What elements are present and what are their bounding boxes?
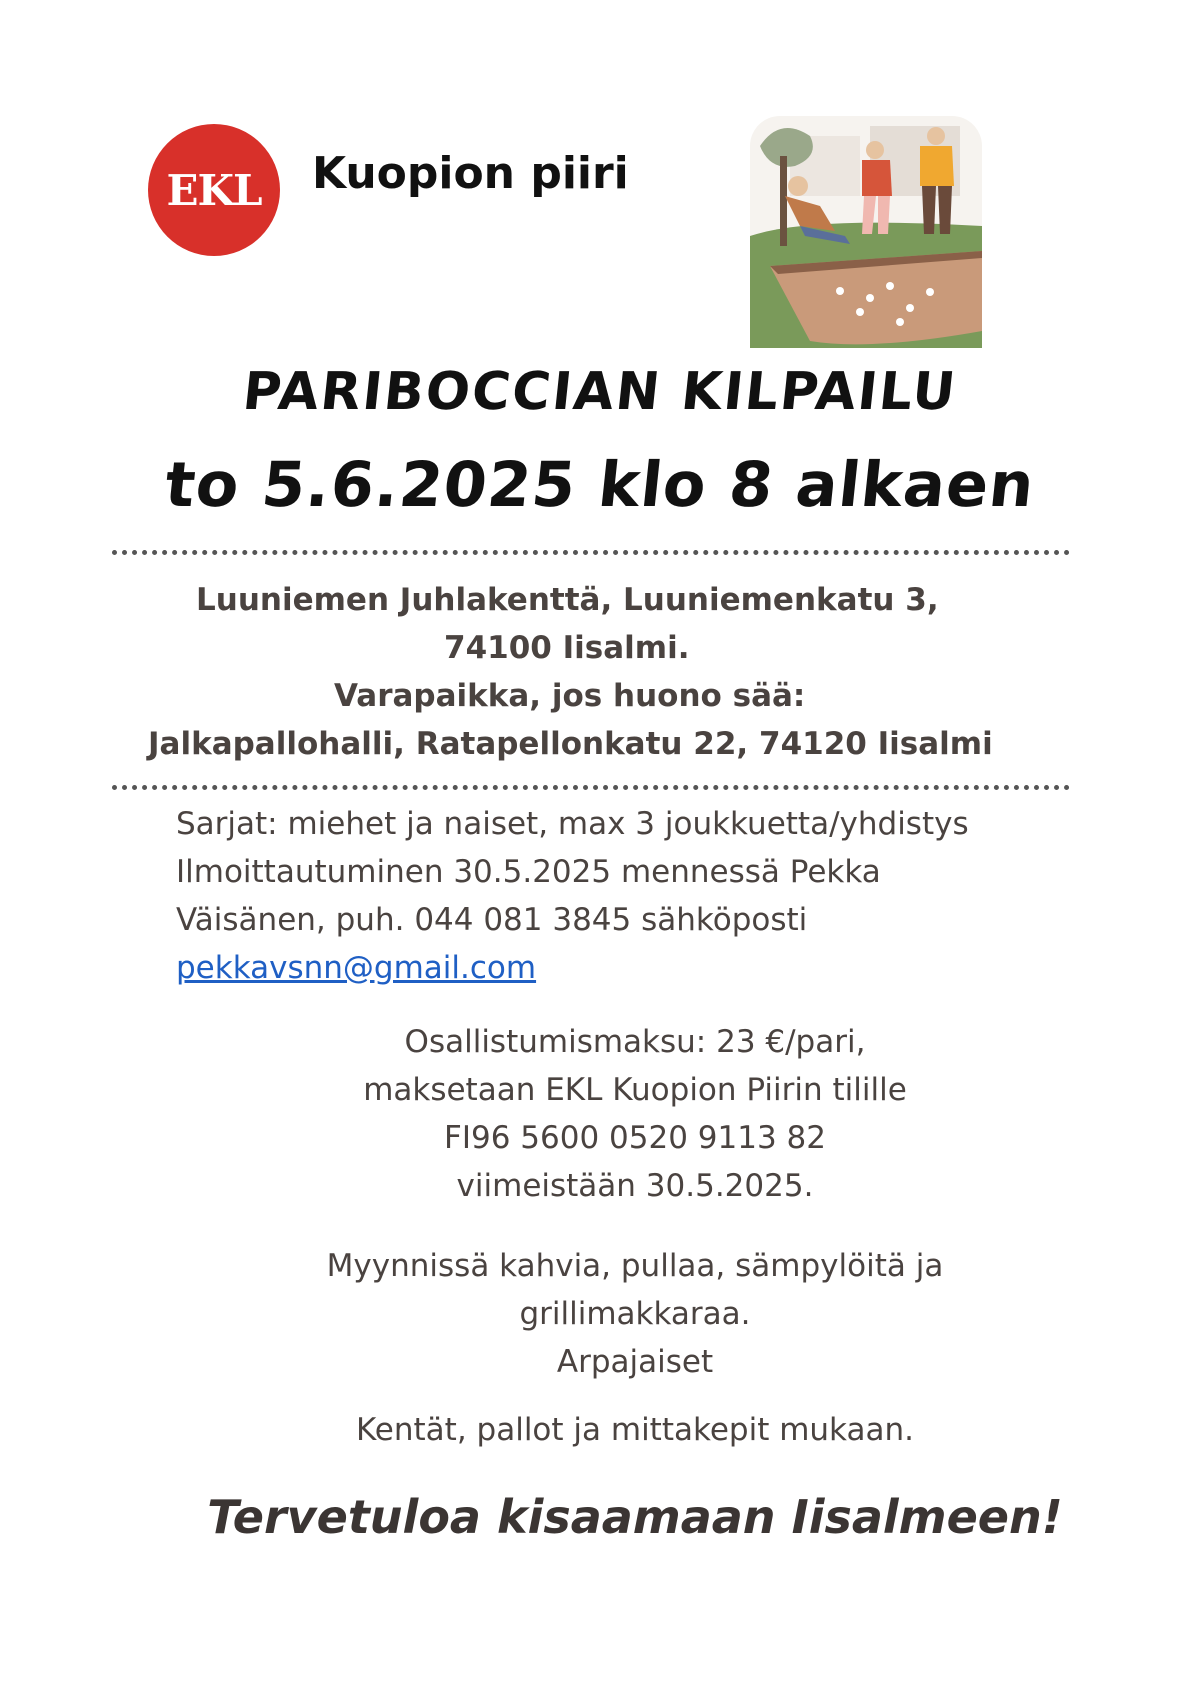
location-line-2: 74100 Iisalmi.	[444, 630, 690, 666]
registration-line-1: Sarjat: miehet ja naiset, max 3 joukkuetta/yhdistys	[176, 806, 969, 842]
event-title: PARIBOCCIAN KILPAILU	[240, 362, 960, 422]
closing-message: Tervetuloa kisaamaan Iisalmeen!	[207, 1490, 1063, 1544]
extras-line-1: Myynnissä kahvia, pullaa, sämpylöitä ja	[326, 1248, 944, 1284]
event-date: to 5.6.2025 klo 8 alkaen	[161, 448, 1039, 521]
location-line-4: Jalkapallohalli, Ratapellonkatu 22, 74120 Iisalmi	[148, 726, 993, 762]
registration-line-3: Väisänen, puh. 044 081 3845 sähköposti	[176, 902, 808, 938]
org-name: Kuopion piiri	[312, 148, 629, 199]
extras-line-4: Kentät, pallot ja mittakepit mukaan.	[356, 1412, 914, 1448]
email-wrapper	[176, 950, 536, 986]
fee-line-1: Osallistumismaksu: 23 €/pari,	[404, 1024, 866, 1060]
fee-account: FI96 5600 0520 9113 82	[444, 1120, 826, 1156]
extras-line-2: grillimakkaraa.	[519, 1296, 751, 1332]
location-line-3: Varapaikka, jos huono sää:	[334, 678, 806, 714]
dotted-divider-top	[112, 550, 1070, 555]
email-link[interactable]: pekkavsnn@gmail.com	[176, 950, 537, 986]
fee-deadline: viimeistään 30.5.2025.	[456, 1168, 814, 1204]
boccia-players-illustration	[750, 116, 982, 348]
ekl-logo	[148, 124, 280, 256]
fee-line-2: maksetaan EKL Kuopion Piirin tilille	[363, 1072, 907, 1108]
location-line-1: Luuniemen Juhlakenttä, Luuniemenkatu 3,	[196, 582, 939, 618]
registration-line-2: Ilmoittautuminen 30.5.2025 mennessä Pekka	[176, 854, 881, 890]
dotted-divider-bottom	[112, 785, 1070, 790]
logo-text: EKL	[166, 165, 262, 215]
extras-line-3: Arpajaiset	[556, 1344, 714, 1380]
